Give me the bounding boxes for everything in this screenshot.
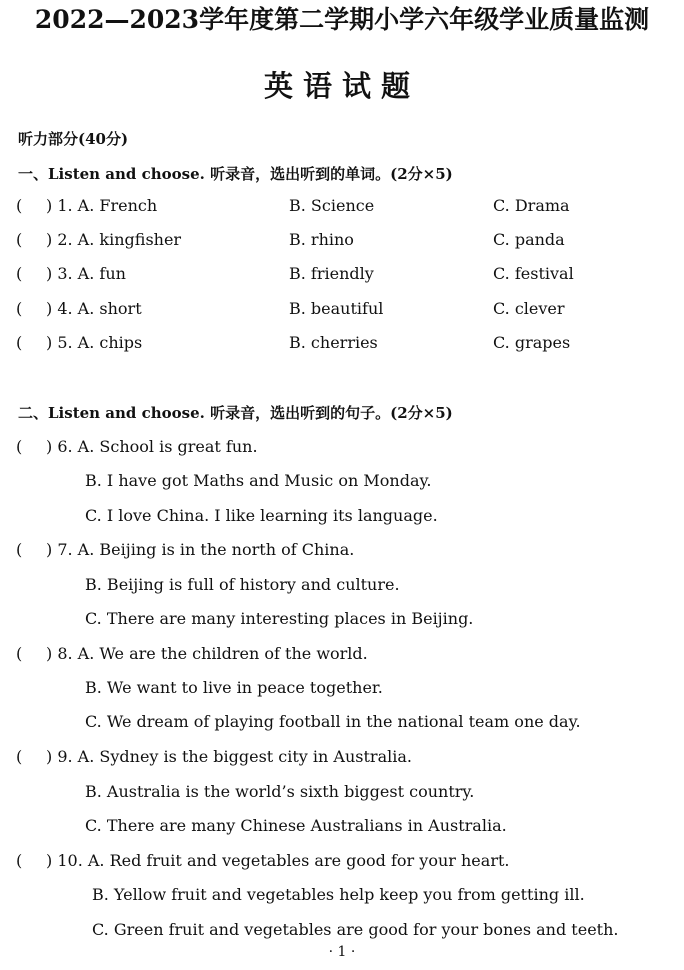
option-b: B. rhino [289, 230, 354, 249]
option-c: C. panda [493, 230, 565, 249]
option-c: C. We dream of playing football in the national team one day. [85, 712, 581, 731]
answer-blank[interactable]: ( [16, 333, 23, 352]
option-b: B. cherries [289, 333, 378, 352]
exam-subtitle: 英语试题 [263, 69, 420, 103]
option-c: C. festival [493, 264, 574, 283]
answer-blank[interactable]: ( [16, 264, 23, 283]
exam-title: 2022—2023学年度第二学期小学六年级学业质量监测 [34, 5, 650, 34]
section-1-heading: 一、Listen and choose. 听录音，选出听到的单词。(2分×5) [18, 165, 453, 183]
option-c: C. Green fruit and vegetables are good for your bones and teeth. [92, 920, 619, 939]
answer-blank[interactable]: ( [16, 540, 23, 559]
option-c: C. There are many Chinese Australians in Australia. [85, 816, 507, 835]
option-a: ) 3. A. fun [46, 264, 126, 283]
option-c: C. Drama [493, 196, 570, 215]
part-label: 听力部分(40分) [18, 130, 129, 148]
option-b: B. Beijing is full of history and culture. [85, 575, 400, 594]
answer-blank[interactable]: ( [16, 230, 23, 249]
option-a: ) 6. A. School is great fun. [46, 437, 258, 456]
answer-blank[interactable]: ( [16, 747, 23, 766]
option-b: B. We want to live in peace together. [85, 678, 383, 697]
option-c: C. clever [493, 299, 565, 318]
option-b: B. Australia is the world’s sixth biggest country. [85, 782, 475, 801]
option-b: B. beautiful [289, 299, 384, 318]
option-c: C. There are many interesting places in Beijing. [85, 609, 474, 628]
option-a: ) 10. A. Red fruit and vegetables are good for your heart. [46, 851, 510, 870]
answer-blank[interactable]: ( [16, 644, 23, 663]
option-a: ) 2. A. kingfisher [46, 230, 182, 249]
option-a: ) 5. A. chips [46, 333, 143, 352]
section-2-heading: 二、Listen and choose. 听录音，选出听到的句子。(2分×5) [18, 404, 453, 422]
option-a: ) 7. A. Beijing is in the north of China. [46, 540, 355, 559]
option-b: B. friendly [289, 264, 374, 283]
option-b: B. I have got Maths and Music on Monday. [85, 471, 432, 490]
option-a: ) 8. A. We are the children of the world. [46, 644, 368, 663]
option-a: ) 4. A. short [46, 299, 142, 318]
option-b: B. Yellow fruit and vegetables help keep you from getting ill. [92, 885, 585, 904]
answer-blank[interactable]: ( [16, 437, 23, 456]
option-a: ) 9. A. Sydney is the biggest city in Australia. [46, 747, 412, 766]
answer-blank[interactable]: ( [16, 196, 23, 215]
page-number: · 1 · [328, 944, 356, 960]
option-a: ) 1. A. French [46, 196, 158, 215]
option-c: C. grapes [493, 333, 571, 352]
answer-blank[interactable]: ( [16, 851, 23, 870]
option-c: C. I love China. I like learning its language. [85, 506, 438, 525]
answer-blank[interactable]: ( [16, 299, 23, 318]
option-b: B. Science [289, 196, 375, 215]
